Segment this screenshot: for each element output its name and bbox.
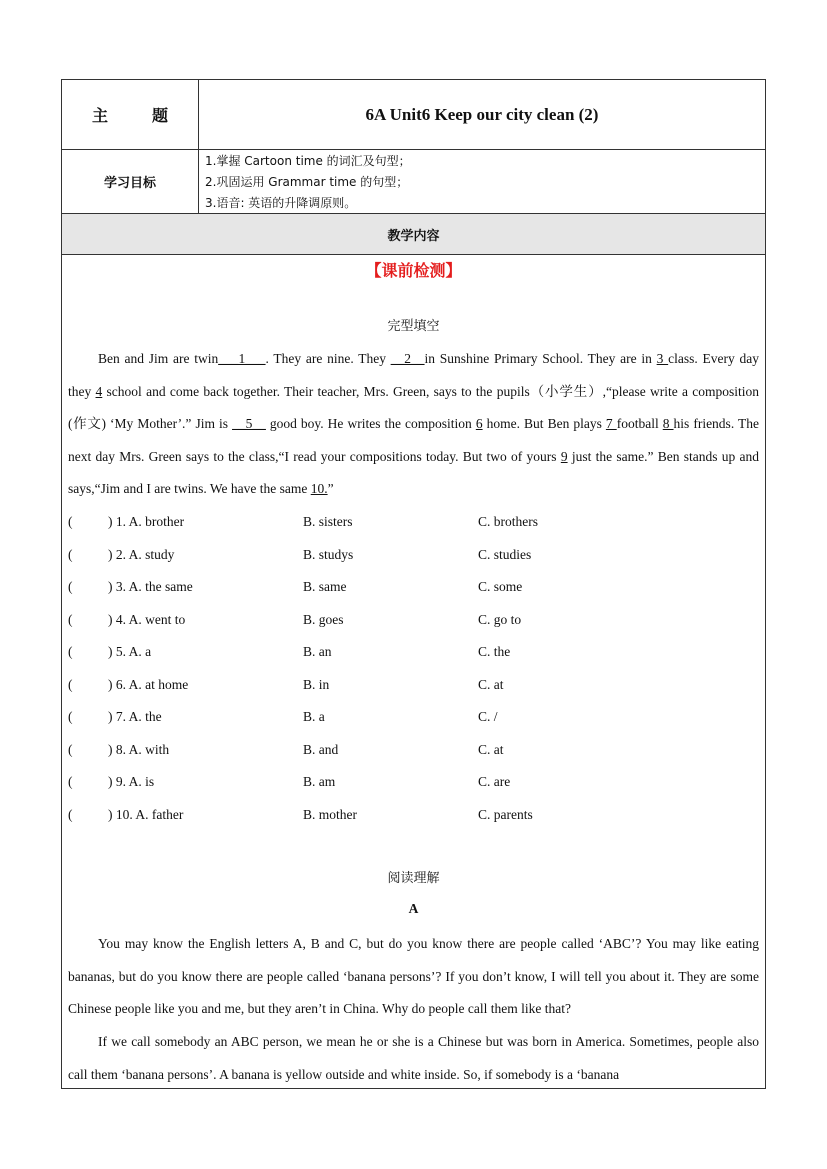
option-c: C. parents bbox=[478, 806, 533, 822]
blank-7: 7 bbox=[605, 416, 617, 431]
cloze-text: ” bbox=[327, 481, 334, 496]
cloze-text: football bbox=[616, 416, 663, 431]
cloze-text: school and come back together. Their teacher, Mrs. Green, says to the pupils（小学生）,“please write a composition (作文) ‘My Mother’.” Jim is bbox=[68, 383, 759, 431]
cloze-text: his friends. The next day Mrs. Green says to the class,“I read your compositions today. But two of yours bbox=[68, 416, 759, 464]
topic-label-cell bbox=[62, 80, 212, 149]
option-b: B. a bbox=[303, 709, 325, 724]
blank-1: ___1___ bbox=[218, 351, 266, 366]
option-a: ) 7. A. the bbox=[108, 709, 162, 724]
option-c: C. the bbox=[478, 644, 511, 659]
content-body bbox=[62, 255, 765, 1088]
question-row bbox=[68, 701, 759, 734]
answer-paren: ( bbox=[68, 806, 73, 822]
content-header-row bbox=[62, 214, 765, 255]
option-b: B. an bbox=[303, 644, 332, 659]
goals-row bbox=[62, 150, 765, 214]
cloze-text: Ben and Jim are twin bbox=[98, 351, 219, 366]
answer-paren: ( bbox=[68, 676, 73, 692]
option-a: ) 6. A. at home bbox=[108, 676, 189, 692]
option-b: B. in bbox=[303, 676, 330, 692]
question-row bbox=[68, 571, 759, 604]
reading-paragraph-2 bbox=[68, 1026, 759, 1091]
answer-paren: ( bbox=[68, 741, 73, 757]
cloze-title: 完型填空 bbox=[387, 319, 440, 334]
answer-paren: ( bbox=[68, 514, 73, 529]
option-c: C. studies bbox=[478, 546, 532, 562]
question-row bbox=[68, 734, 759, 767]
answer-paren: ( bbox=[68, 579, 73, 594]
option-b: B. am bbox=[303, 774, 336, 789]
option-a: ) 4. A. went to bbox=[108, 611, 186, 627]
goals-list bbox=[205, 151, 411, 214]
goal-item: 2.巩固运用 Grammar time 的句型； bbox=[205, 175, 409, 189]
option-b: B. goes bbox=[303, 611, 344, 627]
cloze-paragraph bbox=[68, 343, 759, 506]
reading-paragraph-1 bbox=[68, 928, 759, 1026]
cloze-text: home. But Ben plays bbox=[482, 416, 606, 431]
question-row bbox=[68, 766, 759, 799]
question-row bbox=[68, 604, 759, 637]
topic-title: 6A Unit6 Keep our city clean (2) bbox=[365, 104, 599, 124]
question-row bbox=[68, 799, 759, 832]
cloze-text: good boy. He writes the composition bbox=[265, 416, 476, 431]
reading-title: 阅读理解 bbox=[387, 871, 440, 886]
blank-2: __2__ bbox=[390, 351, 425, 366]
option-a: ) 3. A. the same bbox=[108, 579, 193, 594]
blank-4: 4 bbox=[95, 383, 103, 399]
option-c: C. / bbox=[478, 709, 498, 724]
topic-label: 主题 bbox=[91, 106, 212, 125]
blank-9: 9 bbox=[560, 448, 568, 464]
option-c: C. go to bbox=[478, 611, 522, 627]
answer-paren: ( bbox=[68, 709, 73, 724]
blank-6: 6 bbox=[475, 416, 483, 431]
goals-label-cell bbox=[62, 150, 199, 213]
option-b: B. same bbox=[303, 579, 347, 594]
option-a: ) 1. A. brother bbox=[108, 514, 185, 529]
topic-row bbox=[62, 80, 765, 150]
topic-title-cell bbox=[199, 80, 765, 149]
goals-label: 学习目标 bbox=[103, 176, 156, 191]
question-row bbox=[68, 539, 759, 572]
cloze-text: . They are nine. They bbox=[265, 351, 391, 366]
question-row bbox=[68, 636, 759, 669]
option-c: C. are bbox=[478, 774, 511, 789]
question-row bbox=[68, 506, 759, 539]
option-b: B. sisters bbox=[303, 514, 353, 529]
answer-paren: ( bbox=[68, 611, 73, 627]
passage-letter: A bbox=[408, 901, 419, 916]
option-c: C. some bbox=[478, 579, 523, 594]
goal-item: 1.掌握 Cartoon time 的词汇及句型； bbox=[205, 154, 411, 168]
blank-5: __5__ bbox=[232, 416, 266, 431]
option-a: ) 10. A. father bbox=[108, 806, 184, 822]
option-a: ) 5. A. a bbox=[108, 644, 152, 659]
goals-cell bbox=[199, 150, 765, 213]
option-c: C. at bbox=[478, 676, 504, 692]
blank-10: 10. bbox=[310, 481, 328, 496]
goal-item: 3.语音: 英语的升降调原则。 bbox=[205, 196, 357, 210]
content-label: 教学内容 bbox=[387, 228, 440, 244]
pretest-title: 【课前检测】 bbox=[365, 261, 462, 280]
blank-3: 3 bbox=[656, 351, 669, 366]
reading-text: If we call somebody an ABC person, we mean he or she is a Chinese but was born in America. Sometimes, people also call them ‘banana persons’. A banana is yellow outside and white inside. So, if somebody is a ‘banana bbox=[68, 1034, 759, 1082]
cloze-text: just the same.” Ben stands up and says,“Jim and I are twins. We have the same bbox=[68, 448, 759, 496]
answer-paren: ( bbox=[68, 774, 73, 789]
cloze-text: class. Every day they bbox=[68, 351, 760, 399]
option-c: C. brothers bbox=[478, 514, 538, 529]
option-a: ) 9. A. is bbox=[108, 774, 155, 789]
answer-paren: ( bbox=[68, 644, 73, 659]
reading-text: You may know the English letters A, B and C, but do you know there are people called ‘ABC’? You may like eating bananas, but do you know there are people called ‘banana persons’? If you don’t know, I will tell you about it. They are some Chinese people like you and me, but they aren’t in China. Why do people call them like that? bbox=[68, 936, 759, 1016]
question-row bbox=[68, 669, 759, 702]
option-b: B. studys bbox=[303, 546, 354, 562]
worksheet-table bbox=[61, 79, 766, 1089]
option-b: B. and bbox=[303, 741, 339, 757]
option-c: C. at bbox=[478, 741, 504, 757]
cloze-text: in Sunshine Primary School. They are in bbox=[424, 351, 657, 366]
blank-8: 8 bbox=[662, 416, 674, 431]
option-b: B. mother bbox=[303, 806, 357, 822]
cloze-options bbox=[68, 506, 759, 831]
answer-paren: ( bbox=[68, 546, 73, 562]
option-a: ) 2. A. study bbox=[108, 546, 175, 562]
option-a: ) 8. A. with bbox=[108, 741, 170, 757]
